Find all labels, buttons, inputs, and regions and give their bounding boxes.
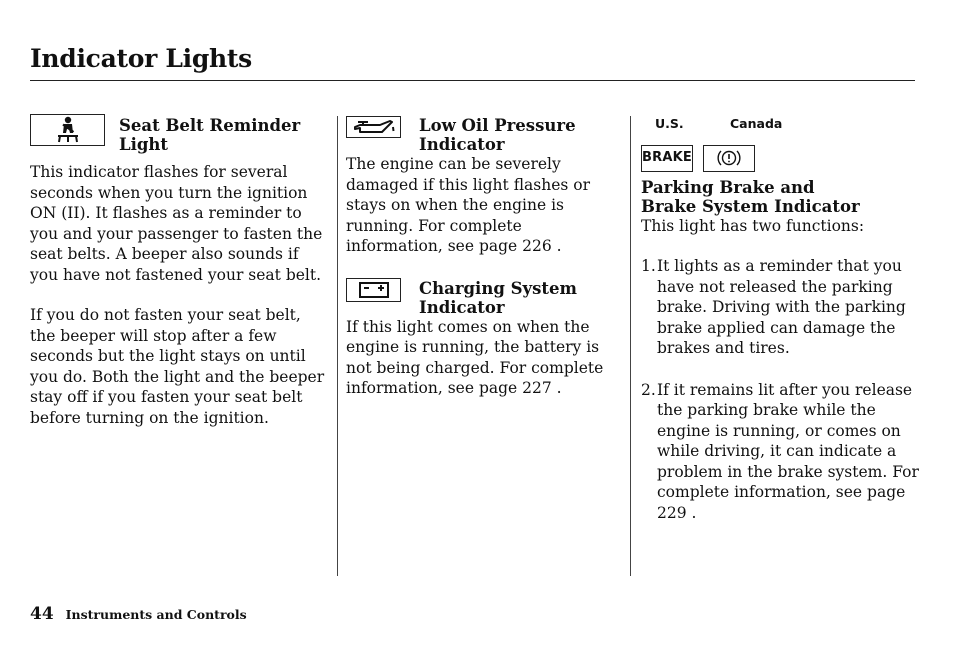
title-divider — [30, 80, 915, 81]
list-text: If it remains lit after you release the parking brake while the engine is running, or comes on while driving, it can indicate a problem in the brake system. For complete information, see page 229 . — [657, 380, 919, 522]
battery-icon — [346, 278, 401, 302]
section-title: Indicator — [419, 297, 505, 317]
paragraph: If this light comes on when the engine is running, the battery is not being charged. For complete information, see page 227 . — [346, 317, 604, 397]
paragraph: The engine can be severely damaged if this light flashes or stays on when the engine is running. For complete information, see page 226 . — [346, 155, 591, 255]
canada-label: Canada — [730, 116, 783, 131]
seat-belt-section — [30, 114, 330, 428]
section-title: Brake System Indicator — [641, 196, 860, 216]
brake-section — [641, 114, 921, 523]
list-number: 1. — [641, 257, 656, 275]
oil-pressure-block — [346, 114, 621, 257]
oil-charging-section — [346, 114, 621, 399]
section-title: Charging System — [419, 278, 577, 298]
oil-can-icon — [346, 116, 401, 138]
list-text: It lights as a reminder that you have not released the parking brake. Driving with the parking brake applied can damage the brakes and tires. — [657, 257, 906, 357]
page-number: 44 — [30, 604, 54, 624]
charging-block — [346, 275, 621, 399]
us-label: U.S. — [655, 116, 684, 131]
page-footer — [30, 604, 247, 624]
paragraph: If you do not fasten your seat belt, the beeper will stop after a few seconds but the light stays on until you do. Both the light and the beeper stay off if you fasten your seat belt before turning on the ignition. — [30, 306, 325, 427]
column-divider — [630, 116, 631, 576]
list-item — [641, 256, 921, 359]
paragraph: This light has two functions: — [641, 216, 865, 235]
list-item — [641, 380, 921, 524]
column-divider — [337, 116, 338, 576]
section-title: Parking Brake and — [641, 177, 815, 197]
footer-section-label: Instruments and Controls — [65, 607, 247, 622]
paragraph: This indicator flashes for several seconds when you turn the ignition ON (II). It flashes as a reminder to you and your passenger to fasten the seat belts. A beeper also sounds if you have not fastened your seat belt. — [30, 163, 323, 284]
section-title: Seat Belt Reminder Light — [119, 116, 301, 154]
section-title: Low Oil Pressure — [419, 116, 576, 135]
parking-brake-icon — [703, 145, 755, 172]
section-title: Indicator — [419, 135, 505, 154]
function-list — [641, 256, 921, 523]
brake-text-icon: BRAKE — [641, 145, 693, 172]
list-number: 2. — [641, 380, 656, 399]
page-title: Indicator Lights — [30, 44, 252, 73]
seat-belt-icon — [30, 114, 105, 146]
